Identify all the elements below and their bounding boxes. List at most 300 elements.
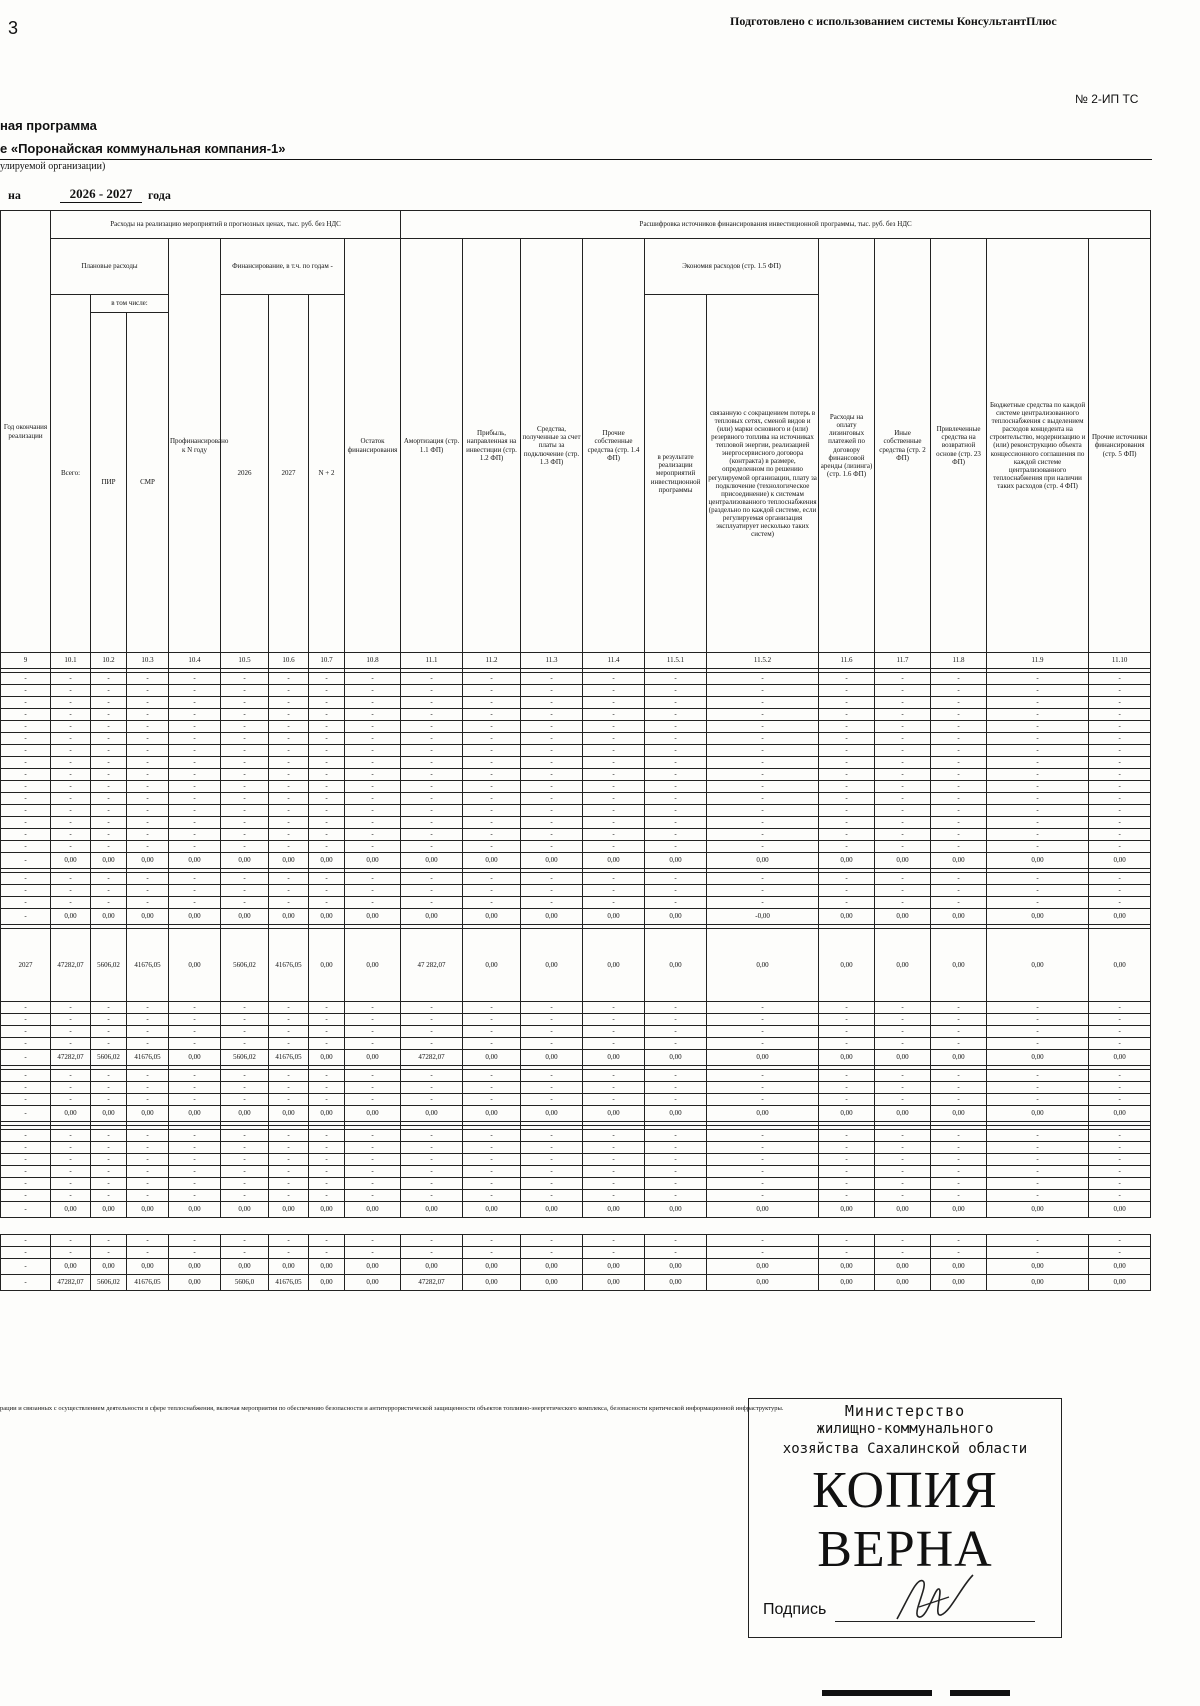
table-cell: 0,00 <box>221 1259 269 1275</box>
table-cell: - <box>987 745 1089 757</box>
table-cell: - <box>91 1002 127 1014</box>
table-cell: - <box>987 1190 1089 1202</box>
table-cell: 0,00 <box>987 1202 1089 1218</box>
table-cell: - <box>931 1235 987 1247</box>
table-cell: - <box>931 873 987 885</box>
table-cell: 0,00 <box>169 1050 221 1066</box>
table-cell: - <box>269 709 309 721</box>
table-cell: - <box>221 1082 269 1094</box>
table-cell: - <box>91 721 127 733</box>
table-cell: - <box>401 805 463 817</box>
table-cell: 0,00 <box>401 1259 463 1275</box>
table-cell: - <box>309 1038 345 1050</box>
table-cell: - <box>1089 1014 1151 1026</box>
col-total: Всего: <box>51 295 91 653</box>
table-cell: - <box>127 1002 169 1014</box>
table-cell: - <box>169 697 221 709</box>
table-row <box>1 769 1151 781</box>
table-row <box>1 733 1151 745</box>
table-cell: - <box>583 1247 645 1259</box>
table-cell: 0,00 <box>645 929 707 1002</box>
table-cell: - <box>521 757 583 769</box>
table-cell: - <box>987 1002 1089 1014</box>
project-row <box>1 929 1151 1002</box>
table-cell: - <box>91 781 127 793</box>
table-cell: - <box>309 805 345 817</box>
table-cell: 0,00 <box>819 1202 875 1218</box>
table-row <box>1 1166 1151 1178</box>
table-cell: - <box>819 697 875 709</box>
table-cell: - <box>309 745 345 757</box>
table-cell: - <box>1 1026 51 1038</box>
table-cell: - <box>221 1070 269 1082</box>
table-cell: - <box>51 1082 91 1094</box>
table-cell: - <box>1089 829 1151 841</box>
table-cell: - <box>521 1166 583 1178</box>
section-title: рации и связанных с осуществлением деятельности в сфере теплоснабжения, включая мероприятия по обеспечению безопасности и антитеррористической защищенности объектов топливно-энергетического комплекса, безопасности критической информационной инфраструктуры. <box>0 1405 784 1412</box>
table-row <box>1 721 1151 733</box>
table-cell: - <box>521 1094 583 1106</box>
table-cell: - <box>875 1070 931 1082</box>
table-cell: 0,00 <box>521 1050 583 1066</box>
table-cell: - <box>521 781 583 793</box>
table-cell: - <box>583 1130 645 1142</box>
table-cell: - <box>345 709 401 721</box>
table-cell: - <box>269 841 309 853</box>
table-cell: - <box>1089 733 1151 745</box>
table-cell: - <box>91 769 127 781</box>
table-cell: - <box>819 709 875 721</box>
table-cell: - <box>1 885 51 897</box>
table-cell: - <box>707 1154 819 1166</box>
table-cell: - <box>91 757 127 769</box>
table-cell: - <box>51 817 91 829</box>
table-cell: - <box>51 1142 91 1154</box>
subtotal-row <box>1 1106 1151 1122</box>
stamp-line-2: жилищно-коммунального <box>816 1421 994 1437</box>
table-cell: - <box>707 1002 819 1014</box>
table-cell: 5606,02 <box>91 1275 127 1291</box>
table-cell: 0,00 <box>51 1106 91 1122</box>
table-cell: - <box>309 793 345 805</box>
table-cell: - <box>521 805 583 817</box>
table-cell: - <box>51 721 91 733</box>
table-cell: 0,00 <box>463 1275 521 1291</box>
table-cell: - <box>345 1235 401 1247</box>
table-cell: - <box>645 781 707 793</box>
table-cell: - <box>1 841 51 853</box>
table-cell: - <box>819 1038 875 1050</box>
col-econ2: связанную с сокращением потерь в тепловых сетях, сменой видов и (или) марки основного и (или) резервного топлива на источниках тепловой энергии, реализацией энергосервисного договора (контракта) в размере, определенном по решению регулируемой организации, плату за подключение (технологическое присоединение) к системам централизованного теплоснабжения (раздельно по каждой системе, если регулируемая организация эксплуатирует несколько таких систем) <box>707 295 819 653</box>
table-cell: - <box>127 769 169 781</box>
table-cell: - <box>221 897 269 909</box>
table-cell: - <box>875 1094 931 1106</box>
stamp-ministry: Министерство <box>844 1402 966 1420</box>
table-cell: - <box>707 897 819 909</box>
table-cell: 0,00 <box>987 909 1089 925</box>
table-cell: 0,00 <box>583 1106 645 1122</box>
table-cell: - <box>127 793 169 805</box>
table-cell: - <box>169 1235 221 1247</box>
table-cell: - <box>169 1014 221 1026</box>
table-cell: - <box>401 709 463 721</box>
table-cell: - <box>401 1235 463 1247</box>
table-cell: - <box>169 817 221 829</box>
table-cell: - <box>1089 841 1151 853</box>
table-cell: - <box>221 733 269 745</box>
table-cell: 0,00 <box>401 909 463 925</box>
table-cell: - <box>309 757 345 769</box>
table-cell: 0,00 <box>987 1259 1089 1275</box>
table-cell: - <box>707 1082 819 1094</box>
table-cell: 0,00 <box>931 1275 987 1291</box>
table-cell: - <box>127 1178 169 1190</box>
table-cell: - <box>1089 1247 1151 1259</box>
table-cell: - <box>127 685 169 697</box>
table-cell: 0,00 <box>521 909 583 925</box>
table-cell: - <box>127 745 169 757</box>
table-cell: - <box>583 781 645 793</box>
table-cell: - <box>401 1247 463 1259</box>
table-cell: - <box>91 1070 127 1082</box>
table-cell: - <box>91 873 127 885</box>
table-cell: - <box>875 1026 931 1038</box>
table-cell: - <box>169 769 221 781</box>
table-cell: - <box>1089 1082 1151 1094</box>
table-cell: - <box>345 793 401 805</box>
table-cell: - <box>463 1235 521 1247</box>
table-cell: - <box>169 1094 221 1106</box>
table-row <box>1 897 1151 909</box>
table-cell: - <box>91 829 127 841</box>
table-cell: - <box>1089 873 1151 885</box>
table-cell: - <box>269 805 309 817</box>
table-cell: - <box>309 709 345 721</box>
table-cell: - <box>931 841 987 853</box>
table-cell: - <box>169 1026 221 1038</box>
table-row <box>1 1154 1151 1166</box>
table-cell: 0,00 <box>707 1106 819 1122</box>
table-cell: - <box>401 885 463 897</box>
table-cell: - <box>707 1014 819 1026</box>
table-cell: - <box>51 1002 91 1014</box>
table-cell: - <box>875 1247 931 1259</box>
table-cell: - <box>127 829 169 841</box>
table-cell: 0,00 <box>127 853 169 869</box>
table-cell: - <box>127 1130 169 1142</box>
table-cell: 11.3 <box>521 653 583 669</box>
table-cell: 0,00 <box>269 1106 309 1122</box>
table-cell: - <box>931 1154 987 1166</box>
table-cell: - <box>987 1130 1089 1142</box>
table-cell: 0,00 <box>521 929 583 1002</box>
table-cell: 0,00 <box>269 909 309 925</box>
table-cell: - <box>309 885 345 897</box>
table-cell: - <box>1 1142 51 1154</box>
table-cell: 47282,07 <box>51 929 91 1002</box>
table-cell: - <box>401 1002 463 1014</box>
table-cell: - <box>987 1038 1089 1050</box>
table-cell: - <box>401 817 463 829</box>
table-cell: - <box>645 709 707 721</box>
table-cell: - <box>127 1026 169 1038</box>
table-cell: - <box>707 1038 819 1050</box>
period-label: на <box>8 188 21 202</box>
col-budget: Бюджетные средства по каждой системе централизованного теплоснабжения с выделением расходов концедента на строительство, модернизацию и (или) реконструкцию объекта концессионного соглашения по каждой системе централизованного теплоснабжения при наличии таких расходов (стр. 4 ФП) <box>987 239 1089 653</box>
table-row <box>1 685 1151 697</box>
table-cell: - <box>345 1166 401 1178</box>
organization-underline <box>0 159 1152 160</box>
table-cell: - <box>345 1190 401 1202</box>
col-pir: ПИР <box>91 313 127 653</box>
table-cell: - <box>127 841 169 853</box>
table-cell: - <box>1 1106 51 1122</box>
table-cell: - <box>931 745 987 757</box>
table-cell: - <box>51 697 91 709</box>
table-cell: - <box>91 733 127 745</box>
stamp-line-3: хозяйства Сахалинской области <box>782 1441 1028 1457</box>
subtotal-row <box>1 909 1151 925</box>
table-row <box>1 829 1151 841</box>
table-cell: - <box>521 1082 583 1094</box>
table-cell: - <box>931 829 987 841</box>
table-cell: 0,00 <box>875 853 931 869</box>
table-cell: - <box>1 1002 51 1014</box>
table-cell: - <box>127 721 169 733</box>
table-cell: 47282,07 <box>401 1275 463 1291</box>
table-cell: 0,00 <box>463 1259 521 1275</box>
table-cell: 0,00 <box>221 909 269 925</box>
table-cell: - <box>1 1247 51 1259</box>
table-cell: - <box>127 781 169 793</box>
table-cell: - <box>1089 685 1151 697</box>
table-cell: - <box>127 897 169 909</box>
table-cell: - <box>819 1130 875 1142</box>
table-cell: - <box>931 817 987 829</box>
table-cell: 0,00 <box>987 853 1089 869</box>
table-cell: - <box>169 745 221 757</box>
table-cell: 5606,02 <box>221 929 269 1002</box>
table-cell: - <box>1089 897 1151 909</box>
table-cell: - <box>1089 1190 1151 1202</box>
economy-header: Экономия расходов (стр. 1.5 ФП) <box>645 239 819 295</box>
table-cell: - <box>645 745 707 757</box>
table-cell: - <box>521 1070 583 1082</box>
table-cell: 0,00 <box>169 853 221 869</box>
table-cell: - <box>1 721 51 733</box>
table-cell: 0,00 <box>707 1259 819 1275</box>
table-cell: - <box>345 1014 401 1026</box>
table-cell: - <box>401 673 463 685</box>
table-cell: - <box>875 673 931 685</box>
table-cell: - <box>269 1166 309 1178</box>
table-cell: - <box>127 1082 169 1094</box>
table-cell: - <box>645 817 707 829</box>
table-cell: - <box>875 793 931 805</box>
table-cell: - <box>345 873 401 885</box>
table-cell: 41676,05 <box>269 1275 309 1291</box>
table-cell: - <box>51 1070 91 1082</box>
table-cell: - <box>169 1178 221 1190</box>
table-cell: - <box>309 781 345 793</box>
table-cell: - <box>169 1166 221 1178</box>
table-cell: - <box>931 805 987 817</box>
table-cell: - <box>1 805 51 817</box>
table-cell: - <box>1089 1070 1151 1082</box>
table-cell: 0,00 <box>127 909 169 925</box>
table-cell: - <box>521 1026 583 1038</box>
table-cell: - <box>931 1082 987 1094</box>
prepared-note: Подготовлено с использованием системы КонсультантПлюс <box>730 14 1057 28</box>
table-cell: - <box>1 829 51 841</box>
table-cell: - <box>221 1154 269 1166</box>
table-cell: 0,00 <box>221 1106 269 1122</box>
table-cell: - <box>875 733 931 745</box>
table-cell: - <box>51 885 91 897</box>
table-cell: 0,00 <box>931 1106 987 1122</box>
table-cell: - <box>1 781 51 793</box>
table-cell: - <box>1 685 51 697</box>
table-cell: - <box>645 1094 707 1106</box>
table-cell: 0,00 <box>463 1106 521 1122</box>
table-cell: - <box>309 1070 345 1082</box>
table-cell: - <box>1 897 51 909</box>
table-cell: - <box>583 697 645 709</box>
table-cell: - <box>345 897 401 909</box>
table-cell: - <box>169 1142 221 1154</box>
table-cell: - <box>521 733 583 745</box>
table-cell: - <box>463 1082 521 1094</box>
table-cell: - <box>819 1178 875 1190</box>
table-cell: - <box>819 1247 875 1259</box>
table-cell: - <box>309 1014 345 1026</box>
table-cell: - <box>463 1038 521 1050</box>
table-cell: - <box>51 733 91 745</box>
table-cell: - <box>987 721 1089 733</box>
table-cell: - <box>221 673 269 685</box>
table-cell: - <box>875 1235 931 1247</box>
table-cell: - <box>309 897 345 909</box>
table-cell: - <box>345 733 401 745</box>
table-cell: 0,00 <box>521 1202 583 1218</box>
table-cell: 0,00 <box>463 1050 521 1066</box>
table-cell: - <box>309 1094 345 1106</box>
table-cell: - <box>1 1259 51 1275</box>
table-cell: - <box>309 697 345 709</box>
table-cell: - <box>521 1142 583 1154</box>
table-cell: - <box>987 829 1089 841</box>
table-cell: - <box>91 885 127 897</box>
table-cell: - <box>707 1094 819 1106</box>
table-cell: - <box>345 1002 401 1014</box>
table-cell: - <box>645 1130 707 1142</box>
table-row <box>1 1038 1151 1050</box>
table-cell: - <box>583 769 645 781</box>
table-cell: - <box>521 673 583 685</box>
table-cell: 0,00 <box>1089 1202 1151 1218</box>
table-cell: - <box>221 1235 269 1247</box>
table-cell: - <box>269 721 309 733</box>
table-cell: 11.2 <box>463 653 521 669</box>
table-cell: 5606,0 <box>221 1275 269 1291</box>
table-cell: - <box>127 697 169 709</box>
table-cell: - <box>931 721 987 733</box>
table-cell: - <box>463 793 521 805</box>
table-row <box>1 1014 1151 1026</box>
table-cell: - <box>1 709 51 721</box>
table-cell: - <box>309 1178 345 1190</box>
table-cell: - <box>269 733 309 745</box>
table-cell: - <box>91 793 127 805</box>
table-cell: - <box>463 1247 521 1259</box>
table-cell: - <box>401 1026 463 1038</box>
table-row <box>1 781 1151 793</box>
table-cell: - <box>463 817 521 829</box>
table-cell: - <box>221 829 269 841</box>
table-cell: - <box>51 1038 91 1050</box>
table-cell: - <box>221 1002 269 1014</box>
table-cell: - <box>401 733 463 745</box>
table-cell: - <box>931 1026 987 1038</box>
table-cell: - <box>931 1166 987 1178</box>
table-cell: - <box>1089 1002 1151 1014</box>
table-cell: - <box>309 769 345 781</box>
table-cell: - <box>931 757 987 769</box>
table-cell: - <box>1089 1038 1151 1050</box>
table-cell: - <box>169 885 221 897</box>
table-cell: - <box>875 781 931 793</box>
table-cell: - <box>169 841 221 853</box>
table-cell: - <box>1 873 51 885</box>
table-cell: - <box>583 1235 645 1247</box>
table-cell: - <box>707 697 819 709</box>
table-cell: 0,00 <box>269 853 309 869</box>
table-cell: 0,00 <box>521 1106 583 1122</box>
table-cell: 0,00 <box>345 1202 401 1218</box>
table-cell: - <box>1089 1142 1151 1154</box>
table-cell: - <box>269 1247 309 1259</box>
table-cell: - <box>987 1235 1089 1247</box>
table-cell: - <box>875 721 931 733</box>
table-cell: 0,00 <box>819 909 875 925</box>
table-cell: - <box>345 1178 401 1190</box>
table-cell: - <box>463 757 521 769</box>
table-cell: - <box>269 793 309 805</box>
table-cell: - <box>987 769 1089 781</box>
table-cell: - <box>819 1014 875 1026</box>
table-cell: - <box>521 1247 583 1259</box>
table-cell: 0,00 <box>91 1202 127 1218</box>
table-cell: - <box>309 1166 345 1178</box>
table-cell: - <box>707 885 819 897</box>
table-cell: - <box>127 757 169 769</box>
table-cell: - <box>91 1014 127 1026</box>
table-cell: - <box>931 1002 987 1014</box>
table-cell: - <box>1 1130 51 1142</box>
table-cell: - <box>1089 805 1151 817</box>
table-cell: - <box>51 897 91 909</box>
table-cell: - <box>987 697 1089 709</box>
table-cell: - <box>521 709 583 721</box>
table-cell: - <box>463 769 521 781</box>
table-cell: - <box>819 841 875 853</box>
table-cell: 0,00 <box>521 1275 583 1291</box>
table-row <box>1 1142 1151 1154</box>
table-cell: - <box>987 781 1089 793</box>
table-cell: - <box>819 829 875 841</box>
table-cell: 0,00 <box>645 909 707 925</box>
table-cell: - <box>875 1130 931 1142</box>
